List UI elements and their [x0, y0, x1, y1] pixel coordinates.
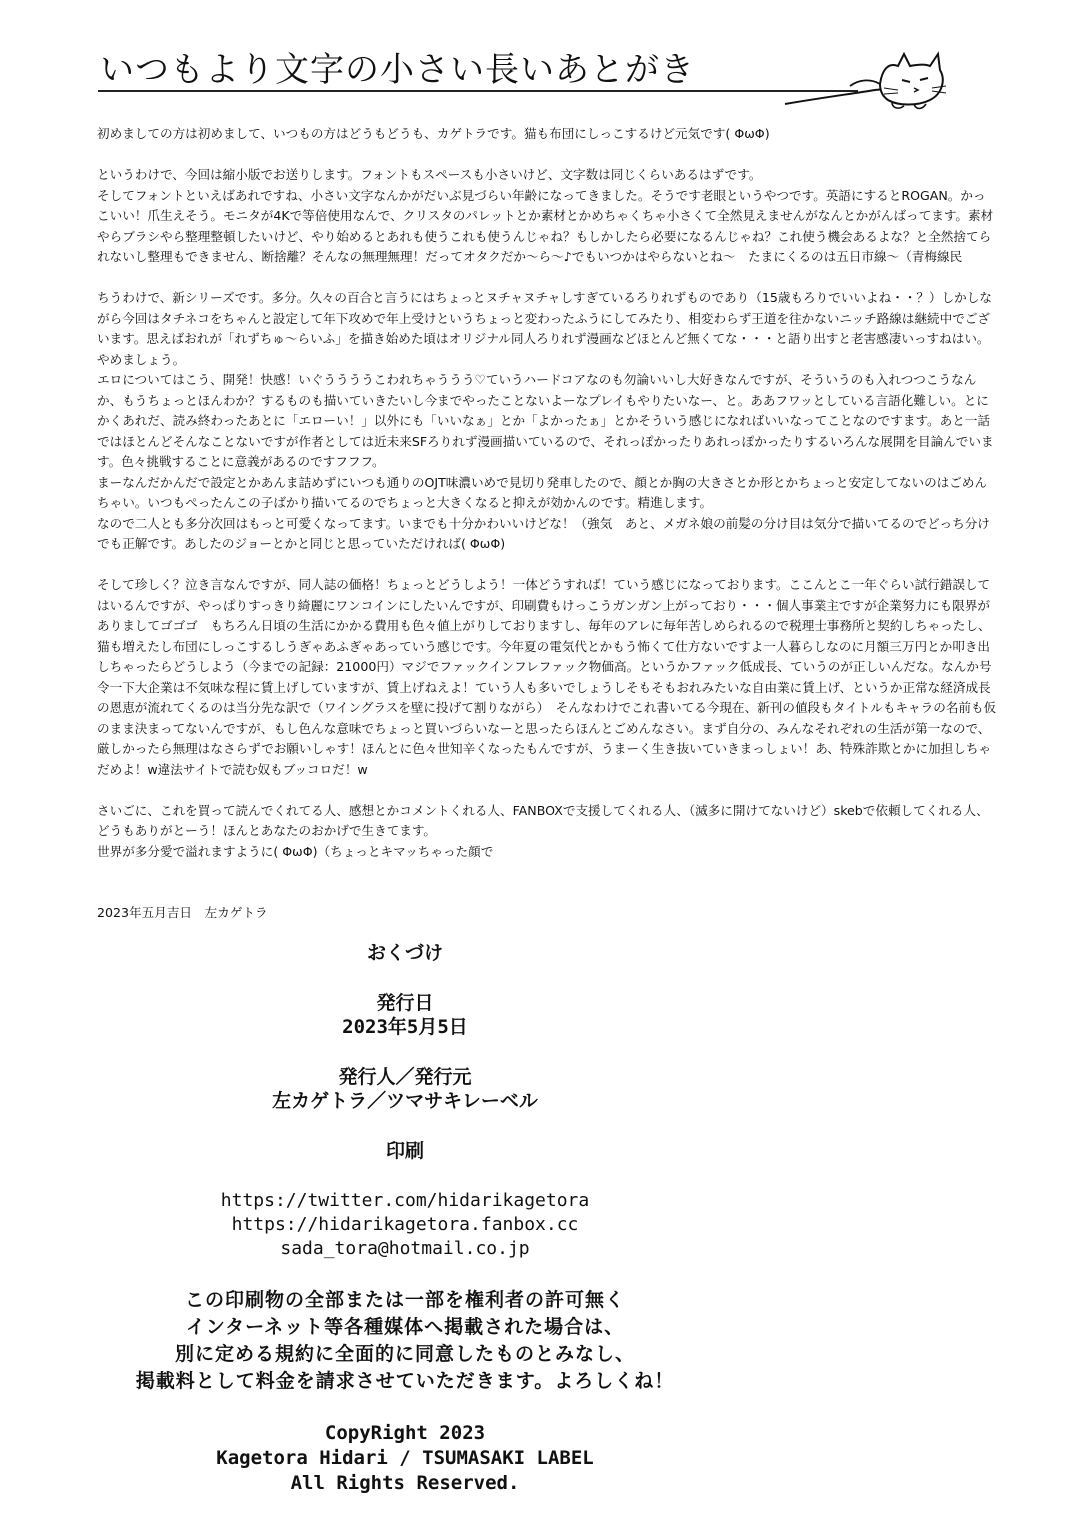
notice-line: この印刷物の全部または一部を権利者の許可無く [184, 1289, 625, 1311]
issue-label: 発行日 [376, 992, 434, 1014]
issue-block [0, 991, 810, 1039]
copyright-line: Kagetora Hidari / TSUMASAKI LABEL [216, 1447, 594, 1469]
title-underline [98, 90, 858, 92]
email-link[interactable]: sada_tora@hotmail.co.jp [280, 1238, 530, 1259]
paragraph-thanks: さいごに、これを買って読んでくれてる人、感想とかコメントくれる人、FANBOXで支援してくれる人、（滅多に開けてないけど）skebで依頼してくれる人、どうもありがとーう！ほんとあなたのおかげで生きてます。 世界が多分愛で溢れますように( ΦωΦ)（ちょっとキマッちゃった顔で [97, 802, 989, 859]
links-block [0, 1189, 810, 1261]
afterword-text [97, 124, 997, 883]
copyright-block [0, 1421, 810, 1496]
copyright-notice [0, 1287, 810, 1395]
publisher-name: 左カゲトラ／ツマサキレーベル [272, 1090, 538, 1112]
print-block [0, 1139, 810, 1163]
publisher-label: 発行人／発行元 [338, 1066, 472, 1088]
paragraph-new-series: ちうわけで、新シリーズです。多分。久々の百合と言うにはちょっとヌチャヌチャしすぎているろりれずものであり（15歳もろりでいいよね・・？）しかしながら今回はタチネコをちゃんと設定して年下攻めで年上受けというちょっと変わったふうにしてみたり、相変わらず王道を往かないニッチ路線は継続中でございます。思えばおれが「れずちゅ〜らいふ」を描き始めた頃はオリジナル同人ろりれず漫画などほとんど無くてな・・・と語り出すと老害感凄いっすねはい。やめましょう。 エロについてはこう、開発！快感！いぐううううこわれちゃううう♡ていうハードコアなのも勿論いいし大好きなんですが、そういうのも入れつつこうなんか、もうちょっとほんわか？するものも描いていきたいし今までやったことないよーなプレイもやりたいなー、と。ああフワッとしている言語化難しい。とにかくあれだ、読み終わったあとに「エローい！」以外にも「いいなぁ」とか「よかったぁ」とかそういう感じになればいいなってことなのですます。あと一話ではほとんどそんなことないですが作者としては近未来SFろりれず漫画描いているので、それっぽかったりあれっぽかったりするいろんな展開を目論んでいます。色々挑戦することに意義があるのですフフフ。 まーなんだかんだで設定とかあんま詰めずにいつも通りのOJT味濃いめで見切り発車したので、顔とか胸の大きさとか形とかちょっと安定してないのはごめんちゃい。いつもぺったんこの子ばかり描いてるのでちょっと大きくなると抑えが効かんのです。精進します。 なので二人とも多分次回はもっと可愛くなってます。いまでも十分かわいいけどな！（強気 あと、メガネ娘の前髪の分け目は気分で描いてるのでどっち分けでも正解です。あしたのジョーとかと同じと思っていただければ( ΦωΦ) [97, 290, 994, 551]
issue-date: 2023年5月5日 [342, 1016, 468, 1038]
cat-doodle-icon [780, 46, 950, 116]
colophon [0, 930, 810, 1496]
notice-line: インターネット等各種媒体へ掲載された場合は、 [185, 1316, 625, 1338]
fanbox-link[interactable]: https://hidarikagetora.fanbox.cc [231, 1214, 579, 1235]
notice-line: 掲載料として料金を請求させていただきます。よろしくね！ [135, 1370, 675, 1392]
paragraph-greeting: 初めましての方は初めまして、いつもの方はどうもどうも、カゲトラです。猫も布団にしっこするけど元気です( ΦωΦ) [97, 126, 770, 141]
page-title: いつもより文字の小さい長いあとがき [100, 50, 695, 90]
signature-date: 2023年五月吉日 左カゲトラ [97, 905, 268, 920]
notice-line: 別に定める規約に全面的に同意したものとみなし、 [174, 1343, 635, 1365]
twitter-link[interactable]: https://twitter.com/hidarikagetora [220, 1190, 590, 1211]
paragraph-price: そして珍しく？泣き言なんですが、同人誌の価格！ちょっとどうしよう！一体どうすれば！ていう感じになっております。ここんとこ一年ぐらい試行錯誤してはいるんですが、やっぱりすっきり綺麗にワンコインにしたいんですが、印刷費もけっこうガンガン上がっており・・・個人事業主ですが企業努力にも限界がありましてゴゴゴ もちろん日頃の生活にかかる費用も色々値上がりしておりますし、毎年のアレに毎年苦しめられるので税理士事務所と契約しちゃったし、猫も増えたし布団にしっこするしうぎゃあふぎゃあっていう感じです。今年夏の電気代とかもう怖くて仕方ないですよ一人暮らしなのに月額三万円とか叩き出しちゃったらどうしよう（今までの記録：21000円）マジでファックインフレファック物価高。というかファック低成長、ていうのが正しいんだな。なんか号令一下大企業は不気味な程に賃上げしていますが、賃上げねえよ！ていう人も多いでしょうしそもそもおれみたいな自由業に賃上げ、というか正常な経済成長の恩恵が流れてくるのは当分先な訳で（ワイングラスを壁に投げて割りながら） そんなわけでこれ書いてる今現在、新刊の値段もタイトルもキャラの名前も仮のまま決まってないんですが、もし色んな意味でちょっと買いづらいなーと思ったらほんとごめんなさい。まず自分の、みんなそれぞれの生活が第一なので、厳しかったら無理はなさらずでお願いしゃす！ほんとに色々世知辛くなったもんですが、うまーく生き抜いていきまっしょい！あ、特殊詐欺とかに加担しちゃだめよ！w違法サイトで読む奴もブッコロだ！w [97, 577, 997, 777]
paragraph-small-font: というわけで、今回は縮小版でお送りします。フォントもスペースも小さいけど、文字数は同じくらいあるはずです。 そしてフォントといえばあれですね、小さい文字なんかがだいぶ見づらい年齢になってきました。そうです老眼というやつです。英語にするとROGAN。かっこいい！爪生えそう。モニタが4Kで等倍使用なんで、クリスタのパレットとか素材とかめちゃくちゃ小さくて全然見えませんがなんとかがんばってます。素材やらブラシやら整理整頓したいけど、やり始めるとあれも使うこれも使うんじゃね？もしかしたら必要になるんじゃね？これ使う機会あるよな？と全然捨てられないし整理もできません、断捨離？そんなの無理無理！だってオタクだか〜ら〜♪でもいつかはやらないとね〜 たまにくるのは五日市線〜（青梅線民 [97, 167, 994, 264]
print-label: 印刷 [385, 1140, 424, 1162]
copyright-line: All Rights Reserved. [290, 1472, 520, 1494]
publisher-block [0, 1065, 810, 1113]
colophon-heading: おくづけ [366, 942, 443, 964]
copyright-line: CopyRight 2023 [324, 1422, 486, 1444]
